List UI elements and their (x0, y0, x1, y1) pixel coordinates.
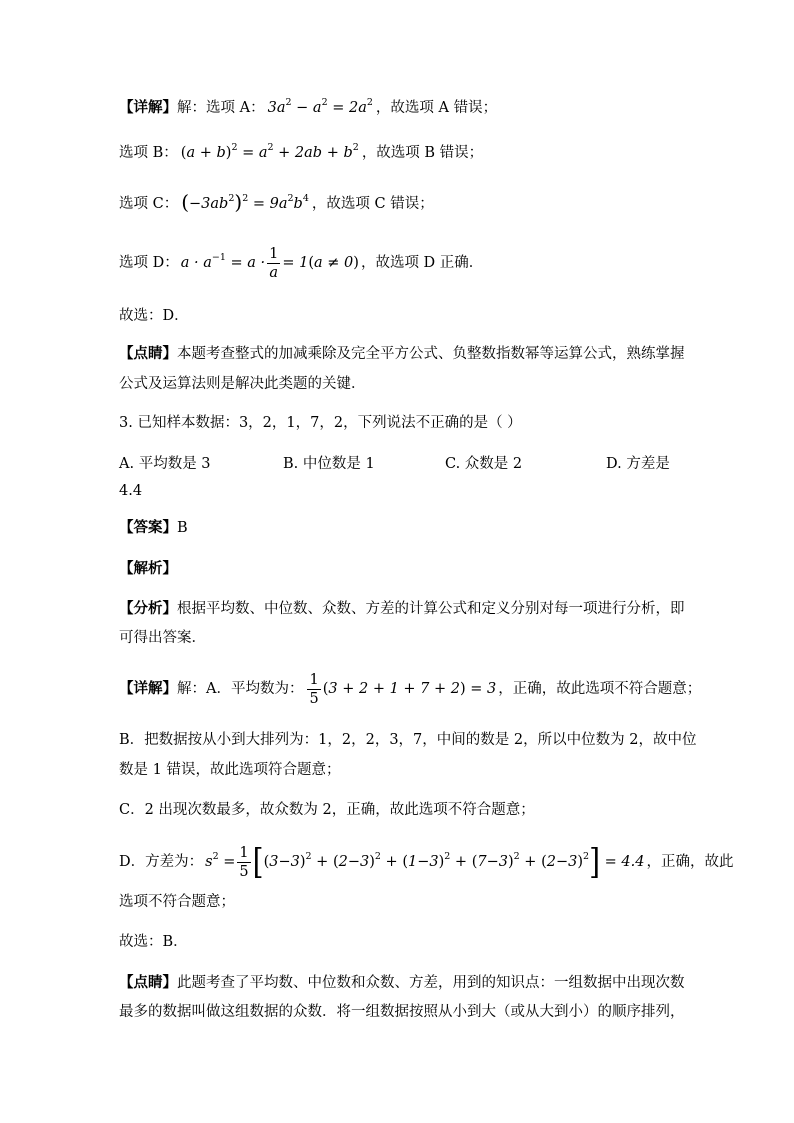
detail-lead: 选项 B： (119, 145, 178, 161)
analysis-text: 根据平均数、中位数、众数、方差的计算公式和定义分别对每一项进行分析，即 (177, 601, 685, 617)
detail-option-b (119, 143, 483, 163)
formula-d: $a \cdot a^{-1} = a$ · $\frac{1}{a}$ = 1(a ≠ 0) (180, 245, 359, 281)
analysis-line-1 (119, 599, 685, 619)
item-b-line-2: 数是 1 错误，故此选项符合题意； (119, 762, 341, 778)
remark2-text: 此题考查了平均数、中位数和众数、方差，用到的知识点：一组数据中出现次数 (177, 975, 685, 991)
detail-mean (119, 669, 701, 709)
item-d-lead: D．方差为： (119, 854, 204, 870)
formula-a: $3a^2 - a^2 = 2a^2$ (267, 97, 373, 116)
remark2-line-2: 最多的数据叫做这组数据的众数．将一组数据按照从小到大（或从大到小）的顺序排列， (119, 1004, 685, 1020)
option-b: B. 中位数是 1 (283, 456, 375, 472)
detail-lead: 解：A．平均数为： (177, 681, 304, 697)
detail-tail: ，故选项 C 错误； (311, 196, 434, 212)
option-d-wrap: 4.4 (119, 483, 143, 499)
remark-line-1 (119, 344, 685, 364)
item-d-line-2: 选项不符合题意； (119, 894, 235, 910)
remark-line-2: 公式及运算法则是解决此类题的关键． (119, 376, 366, 392)
answer-header: 【答案】 (119, 519, 177, 536)
remark-text: 本题考查整式的加减乘除及完全平方公式、负整数指数幂等运算公式，熟练掌握 (177, 346, 685, 362)
detail-lead: 解：选项 A： (177, 100, 265, 116)
remark-header: 【点睛】 (119, 345, 177, 362)
analysis-header: 【解析】 (119, 560, 177, 577)
fraction: $\frac{1}{5}$ (309, 671, 319, 707)
option-d: D. 方差是 (606, 456, 670, 472)
detail-tail: ，故选项 D 正确． (360, 255, 484, 271)
detail-lead: 选项 C： (119, 196, 179, 212)
formula-c: $(-3ab^2)^2 = 9a^2b^4$ (181, 190, 309, 214)
detail-header: 【详解】 (119, 99, 177, 116)
fraction: $\frac{1}{a}$ (269, 245, 279, 281)
remark2-header: 【点睛】 (119, 974, 177, 991)
formula-b: $(a + b)^2 = a^2 + 2ab + b^2$ (180, 142, 359, 161)
fraction: $\frac{1}{5}$ (239, 844, 249, 880)
detail-tail: ，故选项 B 错误； (361, 145, 484, 161)
analysis-sub-header: 【分析】 (119, 600, 177, 617)
item-d-line-1 (119, 841, 733, 883)
item-c: C．2 出现次数最多，故众数为 2，正确，故此选项不符合题意； (119, 802, 535, 818)
detail-header: 【详解】 (119, 680, 177, 697)
detail-lead: 选项 D： (119, 255, 179, 271)
detail-tail: ，正确，故此选项不符合题意； (498, 681, 702, 697)
analysis-line-2: 可得出答案． (119, 630, 206, 646)
formula-mean: $\frac{1}{5}$ (3 + 2 + 1 + 7 + 2) = 3 (309, 671, 497, 707)
question-3: 3. 已知样本数据：3，2，1，7，2，下列说法不正确的是（ ） (119, 415, 522, 431)
final-conclusion: 故选：B． (119, 934, 188, 950)
item-d-tail: ，正确，故此 (646, 854, 734, 870)
remark2-line-1 (119, 973, 685, 993)
detail-option-d (119, 243, 483, 283)
conclusion: 故选：D． (119, 308, 189, 324)
option-c: C. 众数是 2 (445, 456, 523, 472)
item-b-line-1: B．把数据按从小到大排列为：1，2，2，3，7，中间的数是 2，所以中位数为 2，故中位 (119, 732, 697, 748)
detail-option-a (119, 98, 497, 118)
detail-option-c (119, 192, 434, 214)
option-a: A. 平均数是 3 (119, 456, 211, 472)
answer (119, 518, 188, 538)
formula-variance: $s^2$ = $\frac{1}{5}$ $[(3-3)^2 + (2-3)^2 + (1-3)^2 + (7-3)^2 + (2-3)^2] = 4.4$ (205, 840, 645, 882)
answer-value: B (177, 520, 188, 536)
detail-tail: ，故选项 A 错误； (375, 100, 498, 116)
